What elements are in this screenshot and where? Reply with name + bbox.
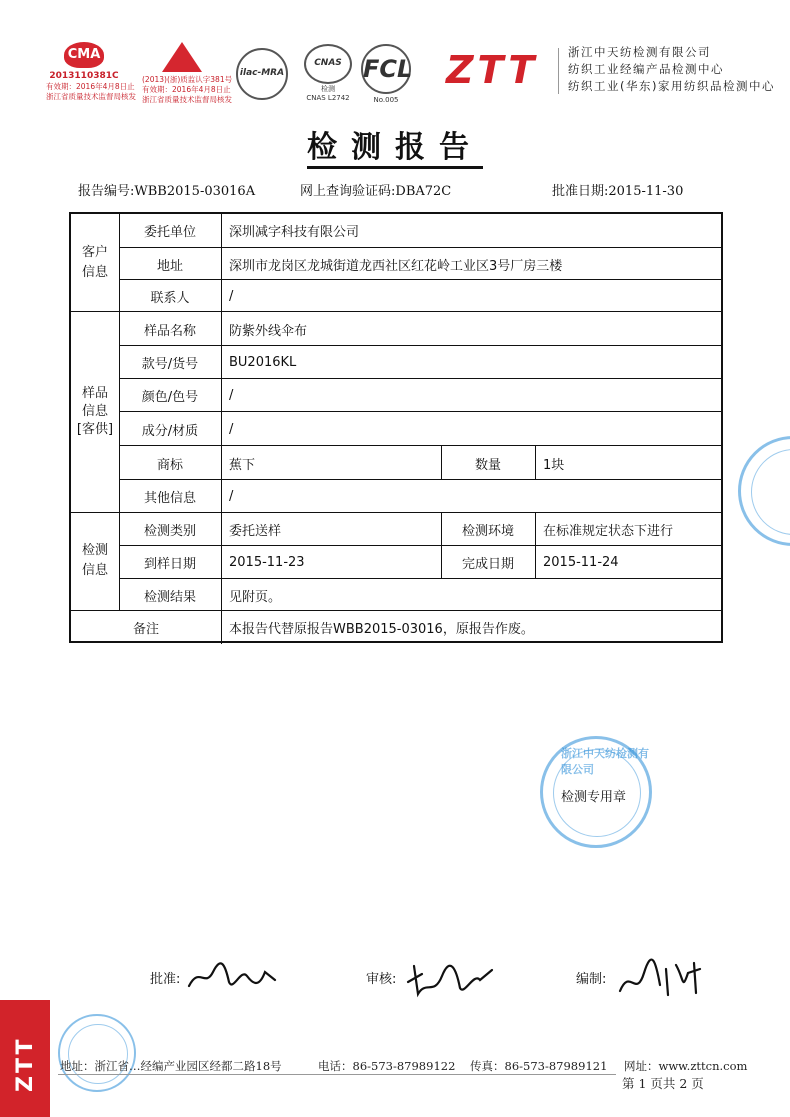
report-table xyxy=(69,212,723,643)
test-group-label: 检测信息 xyxy=(81,543,108,578)
table-row: 检测类别 委托送样 检测环境 在标准规定状态下进行 xyxy=(119,512,721,546)
cma-logo: CMA xyxy=(64,42,104,68)
ztt-brand-logo: ZTT xyxy=(446,48,539,92)
ilac-mra-logo: ilac-MRA xyxy=(236,48,288,100)
report-number: 报告编号:WBB2015-03016A xyxy=(78,184,256,199)
remark-row: 备注 本报告代替原报告WBB2015-03016，原报告作废。 xyxy=(71,610,721,644)
client-group-label: 客户信息 xyxy=(81,244,108,280)
cma-certification: CMA 2013110381C 有效期：2016年4月8日止 浙江省质量技术监督局核发 xyxy=(46,42,122,102)
cal-certification: (2013)(浙)质监认字381号 有效期：2016年4月8日止 浙江省质量技术监督局核发 xyxy=(142,42,222,105)
footer-brand-strip: ZTT xyxy=(0,1000,50,1117)
preparer-signature xyxy=(614,955,704,1001)
reviewer-label: 审核: xyxy=(366,972,397,987)
footer-fax: 传真：86-573-87989121 xyxy=(470,1059,608,1073)
footer-divider xyxy=(58,1074,616,1075)
table-row: 成分/材质 / xyxy=(119,411,721,446)
page-title: 检测报告 xyxy=(307,130,483,169)
sample-group-label: 样品 信息 [客供] xyxy=(76,385,114,437)
header-divider xyxy=(558,48,559,94)
table-row: 联系人 / xyxy=(119,279,721,312)
page-number: 第 1 页共 2 页 xyxy=(622,1076,704,1091)
cnas-logo: CNAS 检测 CNAS L2742 xyxy=(298,44,358,102)
footer-website: 网址：www.zttcn.com xyxy=(624,1059,748,1073)
table-row: 委托单位 深圳减字科技有限公司 xyxy=(119,214,721,247)
approver-label: 批准: xyxy=(150,972,181,987)
footer-address: 地址：浙江省…经编产业园区经都二路18号 xyxy=(60,1059,282,1073)
approver-signature xyxy=(185,958,280,998)
footer-phone: 电话：86-573-87989122 xyxy=(318,1059,456,1073)
organization-names: 浙江中天纺检测有限公司 纺织工业经编产品检测中心 纺织工业(华东)家用纺织品检测中心 xyxy=(568,45,775,93)
edge-seal xyxy=(738,436,790,546)
verify-code: 网上查询验证码:DBA72C xyxy=(300,184,452,199)
seal-ring-text: 浙江中天纺检测有限公司 xyxy=(561,747,649,776)
preparer-label: 编制: xyxy=(576,972,607,987)
table-row: 商标 蕉下 数量 1块 xyxy=(119,445,721,480)
table-row: 地址 深圳市龙岗区龙城街道龙西社区红花岭工业区3号厂房三楼 xyxy=(119,247,721,280)
approve-date: 批准日期:2015-11-30 xyxy=(552,184,684,199)
fcl-logo: FCL No.005 xyxy=(358,44,414,104)
cal-logo xyxy=(162,42,202,72)
table-row: 样品名称 防紫外线伞布 xyxy=(119,311,721,346)
table-row: 款号/货号 BU2016KL xyxy=(119,345,721,379)
reviewer-signature xyxy=(404,960,496,1000)
footer-seal xyxy=(58,1014,136,1092)
stamp-label: 检测专用章 xyxy=(561,790,627,805)
table-row: 颜色/色号 / xyxy=(119,378,721,412)
title-wrap xyxy=(0,122,790,166)
table-row: 检测结果 见附页。 xyxy=(119,578,721,611)
table-row: 到样日期 2015-11-23 完成日期 2015-11-24 xyxy=(119,545,721,579)
table-row: 其他信息 / xyxy=(119,479,721,513)
